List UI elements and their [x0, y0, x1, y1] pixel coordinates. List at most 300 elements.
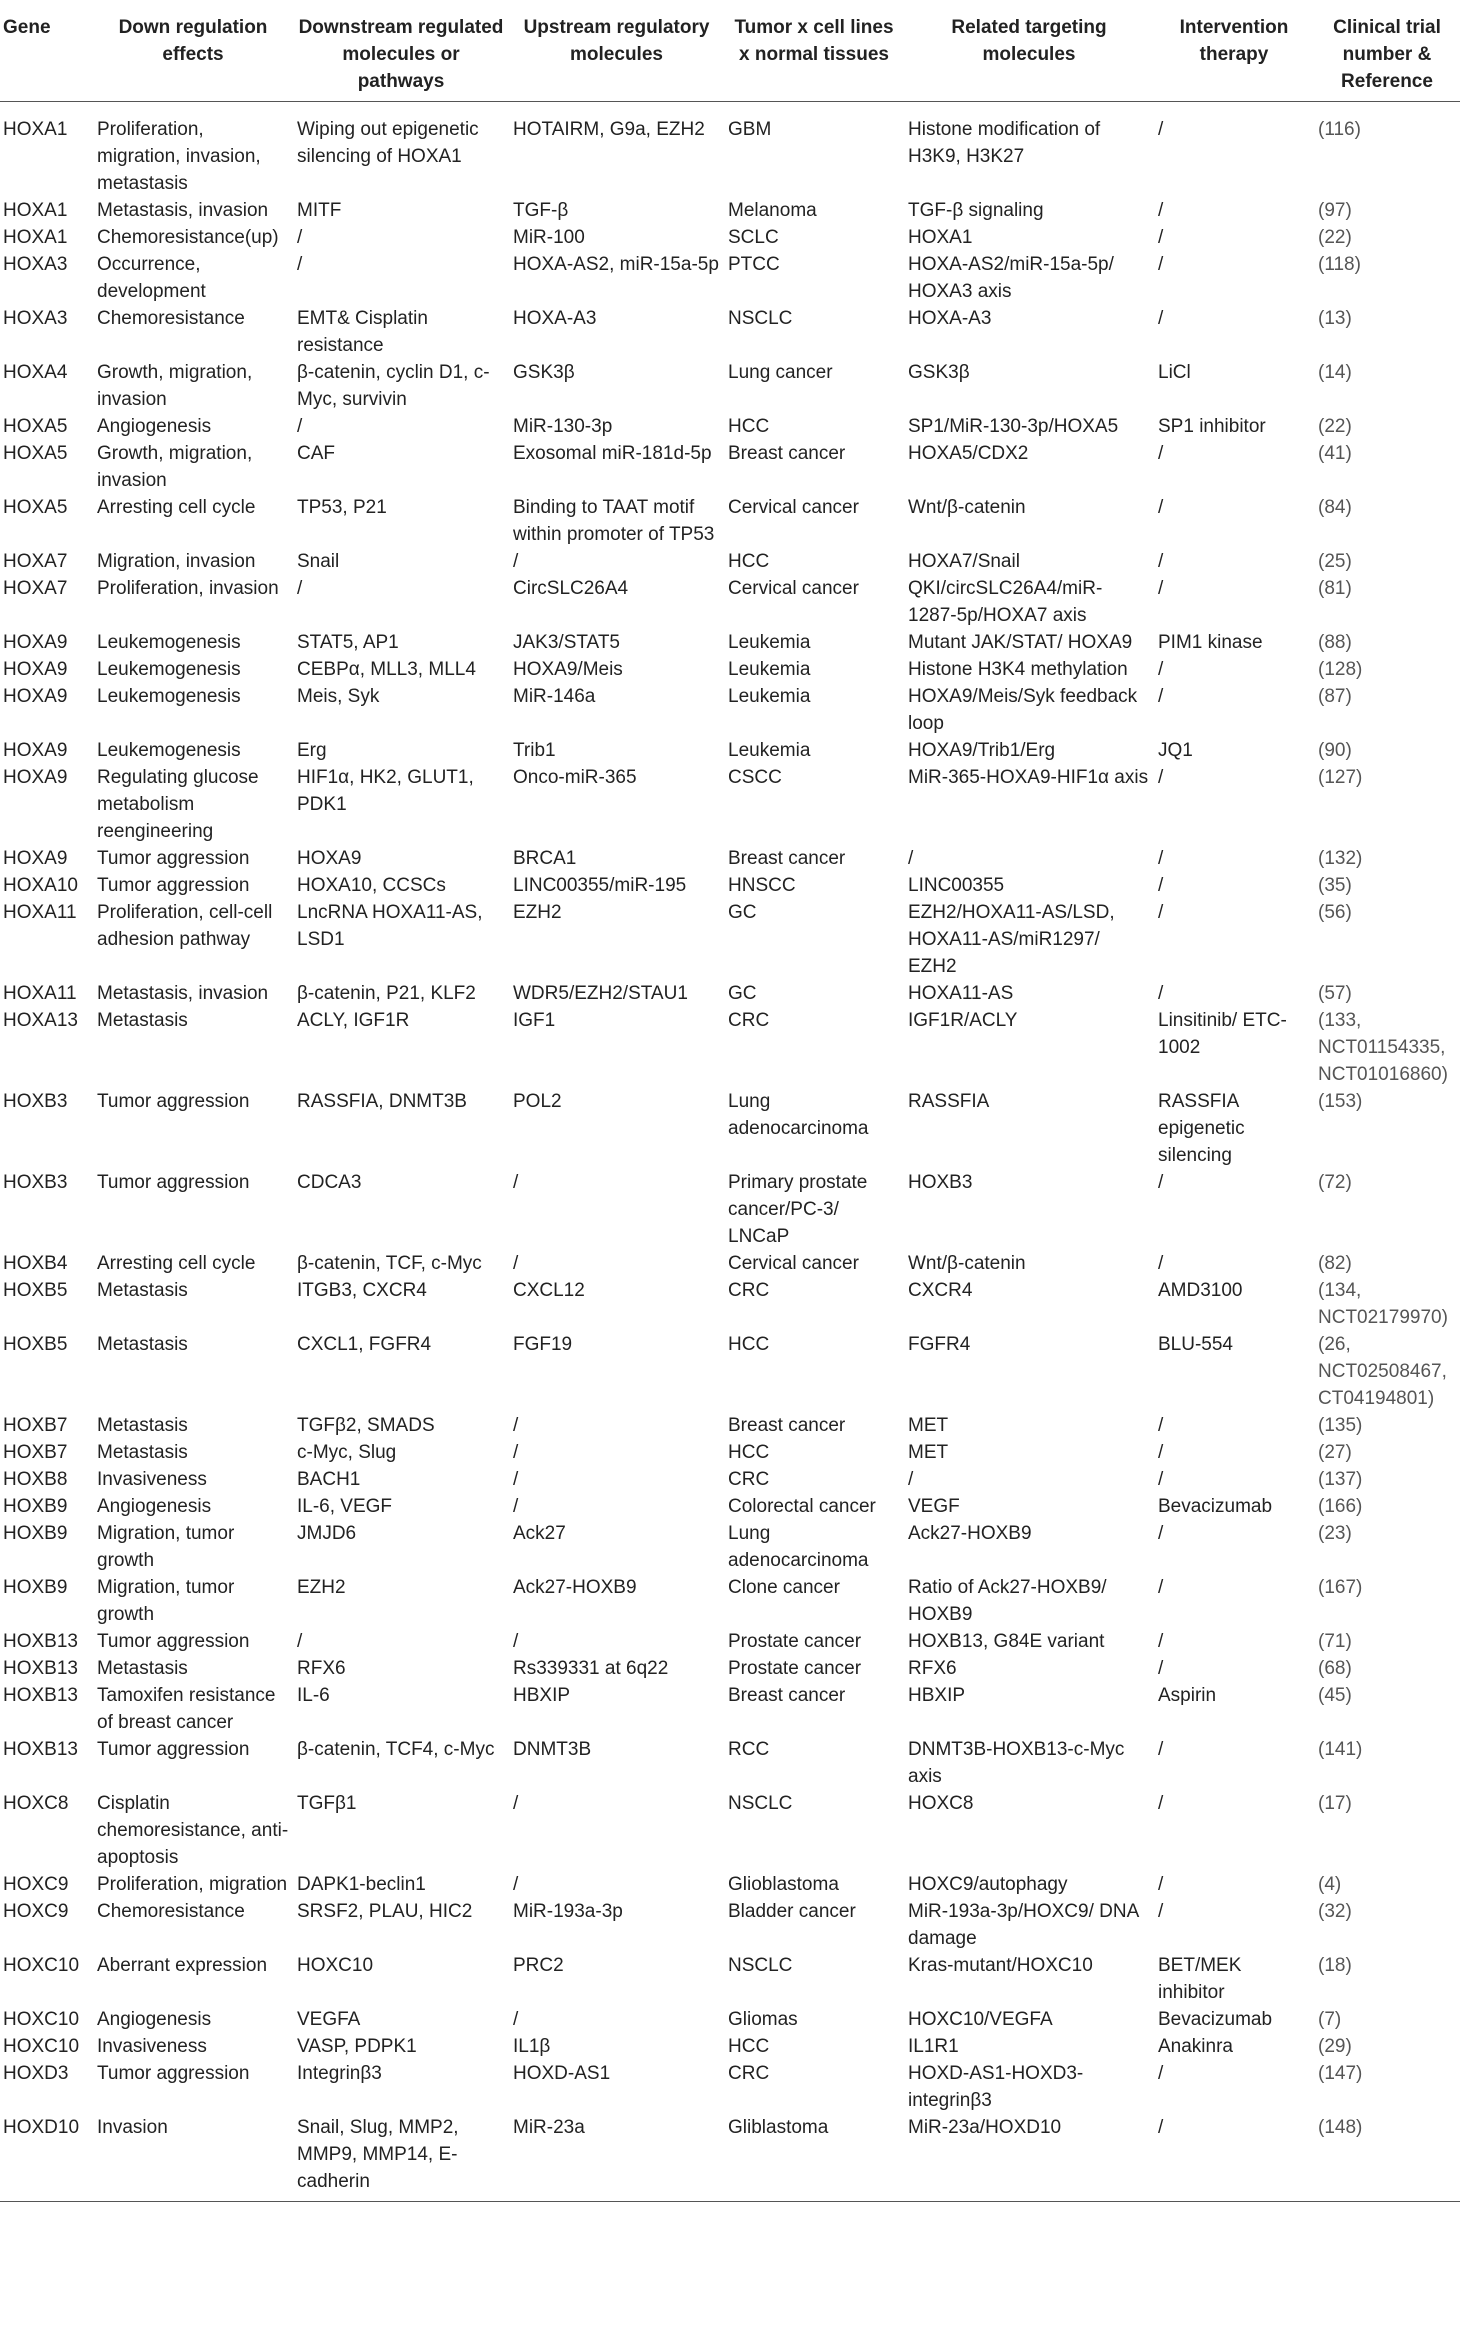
cell-reference: (166): [1318, 1496, 1363, 1517]
cell-targeting: HOXC8: [908, 1793, 974, 1814]
cell-reference: (134, NCT02179970): [1318, 1280, 1448, 1328]
cell-gene: HOXC10: [3, 2036, 80, 2057]
cell-gene: HOXB9: [3, 1577, 68, 1598]
cell-tumor: GBM: [728, 119, 772, 140]
cell-tumor: CSCC: [728, 767, 782, 788]
cell-upstream: Exosomal miR-181d-5p: [513, 443, 712, 464]
table-row: [0, 575, 1460, 629]
cell-gene: HOXA1: [3, 227, 68, 248]
cell-reference: (133, NCT01154335, NCT01016860): [1318, 1010, 1448, 1085]
cell-downstream: Snail, Slug, MMP2, MMP9, MMP14, E-cadherin: [297, 2117, 459, 2192]
table-row: [0, 1007, 1460, 1088]
cell-therapy: /: [1158, 551, 1164, 572]
header-tumor-cell-lines: Tumor x cell lines x normal tissues: [734, 17, 894, 65]
cell-downstream: Integrinβ3: [297, 2063, 382, 2084]
cell-therapy: Bevacizumab: [1158, 2009, 1273, 2030]
cell-tumor: HCC: [728, 416, 770, 437]
cell-downstream: IL-6, VEGF: [297, 1496, 393, 1517]
cell-gene: HOXB3: [3, 1091, 68, 1112]
cell-targeting: HOXB13, G84E variant: [908, 1631, 1105, 1652]
cell-tumor: Cervical cancer: [728, 1253, 859, 1274]
table-row: [0, 494, 1460, 548]
cell-therapy: SP1 inhibitor: [1158, 416, 1266, 437]
cell-tumor: GC: [728, 902, 757, 923]
cell-targeting: Ratio of Ack27-HOXB9/ HOXB9: [908, 1577, 1107, 1625]
cell-targeting: QKI/circSLC26A4/miR-1287-5p/HOXA7 axis: [908, 578, 1103, 626]
cell-tumor: Leukemia: [728, 686, 811, 707]
cell-tumor: CRC: [728, 1010, 770, 1031]
cell-upstream: HOXD-AS1: [513, 2063, 611, 2084]
cell-effects: Leukemogenesis: [97, 740, 241, 761]
cell-reference: (17): [1318, 1793, 1352, 1814]
cell-gene: HOXA9: [3, 632, 68, 653]
cell-therapy: /: [1158, 1523, 1164, 1544]
cell-therapy: /: [1158, 1658, 1164, 1679]
cell-reference: (57): [1318, 983, 1352, 1004]
cell-effects: Tumor aggression: [97, 875, 250, 896]
cell-upstream: Ack27-HOXB9: [513, 1577, 637, 1598]
cell-therapy: /: [1158, 578, 1164, 599]
cell-targeting: Kras-mutant/HOXC10: [908, 1955, 1093, 1976]
cell-gene: HOXD3: [3, 2063, 69, 2084]
table-row: [0, 359, 1460, 413]
cell-effects: Growth, migration, invasion: [97, 443, 253, 491]
cell-targeting: LINC00355: [908, 875, 1005, 896]
cell-therapy: /: [1158, 659, 1164, 680]
cell-effects: Tumor aggression: [97, 1631, 250, 1652]
cell-gene: HOXA9: [3, 659, 68, 680]
cell-tumor: Leukemia: [728, 659, 811, 680]
cell-tumor: Clone cancer: [728, 1577, 840, 1598]
cell-upstream: CXCL12: [513, 1280, 585, 1301]
cell-reference: (147): [1318, 2063, 1363, 2084]
cell-tumor: GC: [728, 983, 757, 1004]
cell-targeting: EZH2/HOXA11-AS/LSD, HOXA11-AS/miR1297/ EZH2: [908, 902, 1115, 977]
cell-downstream: VEGFA: [297, 2009, 361, 2030]
cell-therapy: /: [1158, 2063, 1164, 2084]
cell-therapy: RASSFIA epigenetic silencing: [1158, 1091, 1245, 1166]
cell-gene: HOXB7: [3, 1442, 68, 1463]
cell-therapy: /: [1158, 1469, 1164, 1490]
cell-downstream: CDCA3: [297, 1172, 362, 1193]
cell-therapy: /: [1158, 1793, 1164, 1814]
cell-upstream: JAK3/STAT5: [513, 632, 620, 653]
cell-downstream: TGFβ1: [297, 1793, 357, 1814]
cell-downstream: Wiping out epigenetic silencing of HOXA1: [297, 119, 479, 167]
cell-targeting: HOXA9/Trib1/Erg: [908, 740, 1056, 761]
cell-targeting: GSK3β: [908, 362, 970, 383]
cell-reference: (25): [1318, 551, 1352, 572]
cell-targeting: MET: [908, 1415, 949, 1436]
cell-gene: HOXA11: [3, 983, 77, 1004]
cell-upstream: IL1β: [513, 2036, 551, 2057]
cell-tumor: Lung adenocarcinoma: [728, 1091, 869, 1139]
cell-reference: (41): [1318, 443, 1352, 464]
cell-gene: HOXB4: [3, 1253, 68, 1274]
cell-effects: Chemoresistance: [97, 308, 245, 329]
cell-upstream: LINC00355/miR-195: [513, 875, 687, 896]
table-row: [0, 1628, 1460, 1655]
cell-tumor: Colorectal cancer: [728, 1496, 876, 1517]
cell-effects: Proliferation, cell-cell adhesion pathway: [97, 902, 273, 950]
cell-tumor: SCLC: [728, 227, 779, 248]
cell-targeting: HOXD-AS1-HOXD3-integrinβ3: [908, 2063, 1084, 2111]
cell-upstream: IGF1: [513, 1010, 556, 1031]
table-row: [0, 440, 1460, 494]
cell-therapy: /: [1158, 1631, 1164, 1652]
cell-upstream: HOXA9/Meis: [513, 659, 623, 680]
cell-targeting: /: [908, 848, 914, 869]
cell-downstream: TP53, P21: [297, 497, 387, 518]
cell-effects: Tumor aggression: [97, 2063, 250, 2084]
cell-gene: HOXA1: [3, 119, 68, 140]
cell-downstream: HOXA9: [297, 848, 362, 869]
cell-effects: Tumor aggression: [97, 1739, 250, 1760]
table-row: [0, 102, 1460, 198]
cell-targeting: HOXB3: [908, 1172, 973, 1193]
cell-reference: (13): [1318, 308, 1352, 329]
cell-targeting: HOXA9/Meis/Syk feedback loop: [908, 686, 1138, 734]
table-row: [0, 1412, 1460, 1439]
cell-upstream: /: [513, 1631, 519, 1652]
cell-gene: HOXB5: [3, 1280, 68, 1301]
cell-therapy: /: [1158, 848, 1164, 869]
hox-gene-table: [0, 4, 1460, 2202]
table-row: [0, 1682, 1460, 1736]
cell-upstream: /: [513, 1793, 519, 1814]
cell-gene: HOXA9: [3, 686, 68, 707]
cell-reference: (27): [1318, 1442, 1352, 1463]
cell-reference: (71): [1318, 1631, 1352, 1652]
cell-upstream: /: [513, 1469, 519, 1490]
cell-gene: HOXA13: [3, 1010, 78, 1031]
cell-downstream: RFX6: [297, 1658, 346, 1679]
cell-reference: (87): [1318, 686, 1352, 707]
cell-downstream: Erg: [297, 740, 327, 761]
cell-effects: Tumor aggression: [97, 1172, 250, 1193]
cell-upstream: CircSLC26A4: [513, 578, 629, 599]
cell-tumor: Gliomas: [728, 2009, 798, 2030]
cell-effects: Migration, tumor growth: [97, 1523, 235, 1571]
cell-upstream: MiR-23a: [513, 2117, 585, 2138]
cell-therapy: /: [1158, 983, 1164, 1004]
cell-upstream: WDR5/EZH2/STAU1: [513, 983, 688, 1004]
header-downstream-molecules: Downstream regulated molecules or pathways: [298, 17, 504, 92]
cell-gene: HOXB7: [3, 1415, 68, 1436]
cell-targeting: HOXA5/CDX2: [908, 443, 1029, 464]
cell-gene: HOXA9: [3, 848, 68, 869]
cell-upstream: PRC2: [513, 1955, 564, 1976]
cell-effects: Invasion: [97, 2117, 168, 2138]
table-row: [0, 980, 1460, 1007]
cell-therapy: /: [1158, 1442, 1164, 1463]
cell-therapy: Anakinra: [1158, 2036, 1233, 2057]
cell-therapy: /: [1158, 686, 1164, 707]
cell-targeting: IGF1R/ACLY: [908, 1010, 1018, 1031]
cell-gene: HOXA5: [3, 497, 68, 518]
cell-reference: (141): [1318, 1739, 1363, 1760]
cell-targeting: IL1R1: [908, 2036, 959, 2057]
table-row: [0, 1250, 1460, 1277]
cell-effects: Metastasis: [97, 1658, 188, 1679]
cell-effects: Invasiveness: [97, 1469, 207, 1490]
cell-gene: HOXB9: [3, 1523, 68, 1544]
cell-gene: HOXA7: [3, 551, 68, 572]
cell-therapy: BET/MEK inhibitor: [1158, 1955, 1242, 2003]
cell-tumor: Cervical cancer: [728, 497, 859, 518]
cell-targeting: VEGF: [908, 1496, 960, 1517]
cell-therapy: /: [1158, 2117, 1164, 2138]
cell-targeting: /: [908, 1469, 914, 1490]
header-gene: Gene: [3, 17, 51, 38]
cell-upstream: MiR-146a: [513, 686, 596, 707]
cell-tumor: CRC: [728, 2063, 770, 2084]
cell-therapy: AMD3100: [1158, 1280, 1243, 1301]
cell-effects: Metastasis: [97, 1280, 188, 1301]
cell-downstream: c-Myc, Slug: [297, 1442, 397, 1463]
cell-effects: Proliferation, invasion: [97, 578, 279, 599]
table-row: [0, 197, 1460, 224]
cell-targeting: HOXA1: [908, 227, 973, 248]
cell-upstream: /: [513, 1442, 519, 1463]
cell-therapy: /: [1158, 1739, 1164, 1760]
cell-upstream: Trib1: [513, 740, 556, 761]
cell-targeting: MiR-23a/HOXD10: [908, 2117, 1062, 2138]
cell-targeting: HOXA11-AS: [908, 983, 1014, 1004]
cell-reference: (128): [1318, 659, 1363, 680]
cell-downstream: LncRNA HOXA11-AS, LSD1: [297, 902, 483, 950]
cell-therapy: /: [1158, 119, 1164, 140]
cell-targeting: RFX6: [908, 1658, 957, 1679]
cell-reference: (29): [1318, 2036, 1352, 2057]
cell-downstream: STAT5, AP1: [297, 632, 399, 653]
cell-reference: (22): [1318, 227, 1352, 248]
cell-therapy: /: [1158, 1253, 1164, 1274]
header-intervention-therapy: Intervention therapy: [1179, 17, 1289, 65]
cell-targeting: Histone H3K4 methylation: [908, 659, 1128, 680]
header-down-regulation-effects: Down regulation effects: [118, 17, 268, 65]
cell-gene: HOXA3: [3, 308, 68, 329]
cell-reference: (32): [1318, 1901, 1352, 1922]
cell-upstream: Onco-miR-365: [513, 767, 637, 788]
cell-downstream: BACH1: [297, 1469, 361, 1490]
cell-targeting: Mutant JAK/STAT/ HOXA9: [908, 632, 1133, 653]
cell-upstream: GSK3β: [513, 362, 575, 383]
cell-downstream: β-catenin, cyclin D1, c-Myc, survivin: [297, 362, 490, 410]
cell-effects: Metastasis: [97, 1442, 188, 1463]
cell-targeting: FGFR4: [908, 1334, 971, 1355]
cell-therapy: /: [1158, 1415, 1164, 1436]
table-body: [0, 102, 1460, 2202]
cell-upstream: /: [513, 1253, 519, 1274]
cell-targeting: HOXC9/autophagy: [908, 1874, 1068, 1895]
cell-downstream: ACLY, IGF1R: [297, 1010, 410, 1031]
cell-downstream: VASP, PDPK1: [297, 2036, 417, 2057]
table-row: [0, 1736, 1460, 1790]
cell-upstream: /: [513, 1496, 519, 1517]
cell-downstream: β-catenin, TCF4, c-Myc: [297, 1739, 495, 1760]
cell-gene: HOXA1: [3, 200, 68, 221]
cell-tumor: Glioblastoma: [728, 1874, 839, 1895]
cell-tumor: Breast cancer: [728, 848, 846, 869]
cell-downstream: Meis, Syk: [297, 686, 380, 707]
cell-reference: (90): [1318, 740, 1352, 761]
header-upstream-molecules: Upstream regulatory molecules: [523, 17, 710, 65]
table-row: [0, 1277, 1460, 1331]
cell-therapy: Bevacizumab: [1158, 1496, 1273, 1517]
cell-downstream: HIF1α, HK2, GLUT1, PDK1: [297, 767, 474, 815]
table-row: [0, 1655, 1460, 1682]
cell-downstream: EMT& Cisplatin resistance: [297, 308, 428, 356]
cell-downstream: CXCL1, FGFR4: [297, 1334, 432, 1355]
cell-gene: HOXB8: [3, 1469, 68, 1490]
cell-reference: (82): [1318, 1253, 1352, 1274]
cell-tumor: Primary prostate cancer/PC-3/ LNCaP: [728, 1172, 868, 1247]
cell-therapy: JQ1: [1158, 740, 1193, 761]
table-row: [0, 1790, 1460, 1871]
cell-reference: (4): [1318, 1874, 1342, 1895]
cell-reference: (72): [1318, 1172, 1352, 1193]
cell-therapy: Aspirin: [1158, 1685, 1217, 1706]
cell-tumor: HCC: [728, 1442, 770, 1463]
cell-therapy: /: [1158, 254, 1164, 275]
cell-targeting: SP1/MiR-130-3p/HOXA5: [908, 416, 1119, 437]
table-row: [0, 764, 1460, 845]
cell-therapy: /: [1158, 902, 1164, 923]
cell-tumor: CRC: [728, 1469, 770, 1490]
cell-reference: (14): [1318, 362, 1352, 383]
cell-effects: Tamoxifen resistance of breast cancer: [97, 1685, 276, 1733]
cell-targeting: HOXA-AS2/miR-15a-5p/ HOXA3 axis: [908, 254, 1114, 302]
cell-reference: (68): [1318, 1658, 1352, 1679]
table-row: [0, 1871, 1460, 1898]
cell-downstream: IL-6: [297, 1685, 330, 1706]
cell-reference: (132): [1318, 848, 1363, 869]
cell-effects: Angiogenesis: [97, 1496, 212, 1517]
cell-effects: Proliferation, migration, invasion, metastasis: [97, 119, 261, 194]
cell-downstream: β-catenin, TCF, c-Myc: [297, 1253, 482, 1274]
cell-targeting: DNMT3B-HOXB13-c-Myc axis: [908, 1739, 1125, 1787]
table-row: [0, 1520, 1460, 1574]
cell-gene: HOXB13: [3, 1739, 78, 1760]
cell-therapy: /: [1158, 1577, 1164, 1598]
cell-gene: HOXB13: [3, 1685, 78, 1706]
cell-reference: (81): [1318, 578, 1352, 599]
cell-upstream: /: [513, 551, 519, 572]
table-row: [0, 1088, 1460, 1169]
table-row: [0, 1439, 1460, 1466]
cell-downstream: /: [297, 227, 303, 248]
cell-targeting: HOXC10/VEGFA: [908, 2009, 1053, 2030]
cell-targeting: Wnt/β-catenin: [908, 497, 1026, 518]
table-row: [0, 1331, 1460, 1412]
cell-tumor: Leukemia: [728, 740, 811, 761]
table-row: [0, 737, 1460, 764]
cell-therapy: Linsitinib/ ETC-1002: [1158, 1010, 1287, 1058]
cell-reference: (7): [1318, 2009, 1342, 2030]
cell-gene: HOXC10: [3, 2009, 80, 2030]
table-row: [0, 1169, 1460, 1250]
cell-gene: HOXB9: [3, 1496, 68, 1517]
cell-downstream: /: [297, 578, 303, 599]
cell-upstream: Binding to TAAT motif within promoter of TP53: [513, 497, 715, 545]
cell-downstream: SRSF2, PLAU, HIC2: [297, 1901, 473, 1922]
cell-downstream: JMJD6: [297, 1523, 357, 1544]
cell-effects: Tumor aggression: [97, 848, 250, 869]
table-row: [0, 1493, 1460, 1520]
header-clinical-trial-reference: Clinical trial number & Reference: [1333, 17, 1441, 92]
cell-effects: Metastasis, invasion: [97, 200, 269, 221]
table-row: [0, 2033, 1460, 2060]
cell-gene: HOXA5: [3, 416, 68, 437]
cell-downstream: DAPK1-beclin1: [297, 1874, 426, 1895]
cell-gene: HOXA10: [3, 875, 78, 896]
cell-tumor: Bladder cancer: [728, 1901, 856, 1922]
cell-gene: HOXA11: [3, 902, 77, 923]
cell-targeting: Ack27-HOXB9: [908, 1523, 1032, 1544]
cell-effects: Invasiveness: [97, 2036, 207, 2057]
cell-targeting: HOXA-A3: [908, 308, 992, 329]
table-row: [0, 2006, 1460, 2033]
table-row: [0, 872, 1460, 899]
cell-downstream: /: [297, 254, 303, 275]
cell-tumor: Melanoma: [728, 200, 817, 221]
cell-tumor: Breast cancer: [728, 1415, 846, 1436]
table-row: [0, 413, 1460, 440]
cell-upstream: BRCA1: [513, 848, 577, 869]
cell-reference: (127): [1318, 767, 1363, 788]
cell-gene: HOXA7: [3, 578, 68, 599]
cell-reference: (148): [1318, 2117, 1363, 2138]
cell-tumor: HCC: [728, 1334, 770, 1355]
cell-effects: Leukemogenesis: [97, 632, 241, 653]
cell-reference: (135): [1318, 1415, 1363, 1436]
cell-effects: Arresting cell cycle: [97, 1253, 256, 1274]
cell-tumor: CRC: [728, 1280, 770, 1301]
cell-reference: (137): [1318, 1469, 1363, 1490]
cell-upstream: HBXIP: [513, 1685, 571, 1706]
table-row: [0, 548, 1460, 575]
cell-downstream: EZH2: [297, 1577, 346, 1598]
cell-therapy: /: [1158, 200, 1164, 221]
cell-gene: HOXA4: [3, 362, 68, 383]
cell-reference: (35): [1318, 875, 1352, 896]
cell-gene: HOXB5: [3, 1334, 68, 1355]
cell-effects: Angiogenesis: [97, 2009, 212, 2030]
cell-targeting: Wnt/β-catenin: [908, 1253, 1026, 1274]
cell-reference: (45): [1318, 1685, 1352, 1706]
cell-upstream: HOXA-AS2, miR-15a-5p: [513, 254, 719, 275]
cell-upstream: MiR-100: [513, 227, 585, 248]
cell-reference: (84): [1318, 497, 1352, 518]
cell-reference: (167): [1318, 1577, 1363, 1598]
table-row: [0, 1574, 1460, 1628]
cell-effects: Angiogenesis: [97, 416, 212, 437]
cell-gene: HOXA9: [3, 740, 68, 761]
cell-upstream: HOTAIRM, G9a, EZH2: [513, 119, 705, 140]
cell-downstream: HOXA10, CCSCs: [297, 875, 446, 896]
cell-gene: HOXC9: [3, 1901, 69, 1922]
cell-gene: HOXA3: [3, 254, 68, 275]
cell-reference: (22): [1318, 416, 1352, 437]
cell-effects: Occurrence, development: [97, 254, 206, 302]
header-targeting-molecules: Related targeting molecules: [951, 17, 1107, 65]
cell-targeting: HBXIP: [908, 1685, 966, 1706]
cell-gene: HOXC8: [3, 1793, 69, 1814]
cell-tumor: Lung adenocarcinoma: [728, 1523, 869, 1571]
table-row: [0, 1466, 1460, 1493]
cell-downstream: TGFβ2, SMADS: [297, 1415, 435, 1436]
